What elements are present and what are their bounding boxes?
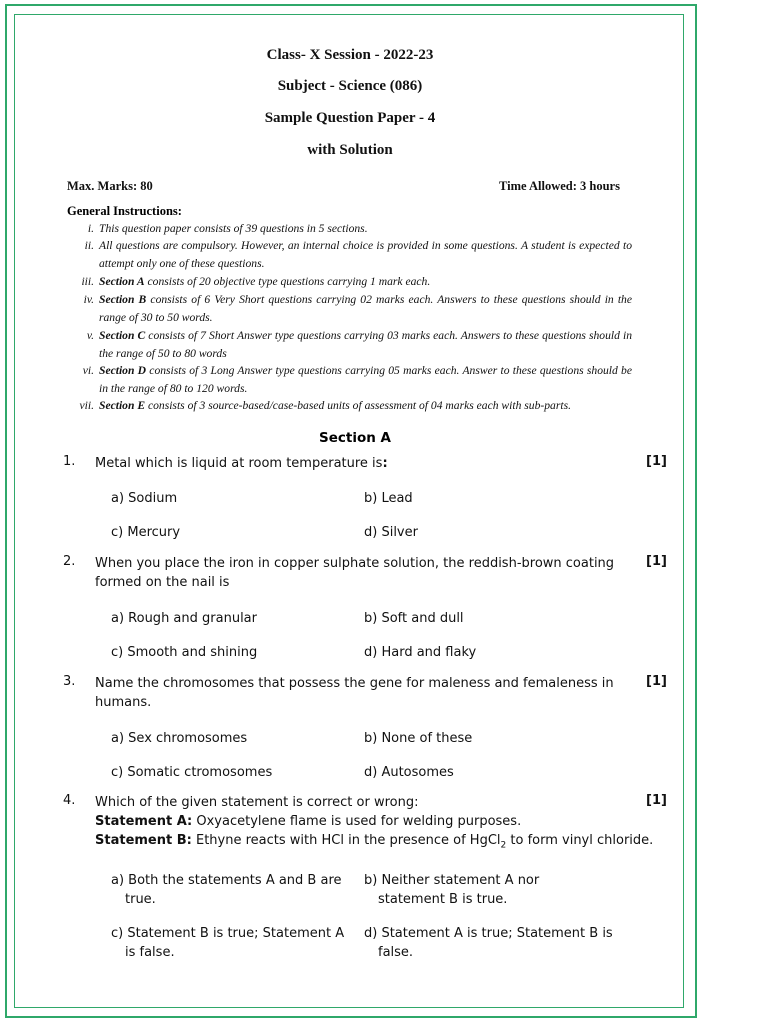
question-text: Name the chromosomes that possess the gene for maleness and femaleness in humans. (95, 676, 614, 710)
option-a[interactable]: a) Both the statements A and B are true. (111, 873, 342, 907)
instruction-number: vi. (82, 364, 94, 377)
question-number: 3. (63, 674, 76, 689)
question-body: Metal which is liquid at room temperature is (95, 456, 383, 471)
question-number: 2. (63, 554, 76, 569)
statement-b-label: Statement B: (95, 833, 192, 848)
option-c[interactable]: c) Somatic ctromosomes (111, 765, 273, 780)
time-allowed: Time Allowed: 3 hours (499, 179, 620, 193)
option-c[interactable]: c) Statement B is true; Statement A is false. (111, 926, 345, 960)
instruction-body: consists of 3 Long Answer type questions carrying 05 marks each. Answer to these questions should be in the range of 80 to 120 words. (99, 364, 632, 395)
instruction-text (99, 273, 632, 291)
option-b[interactable]: b) Soft and dull (364, 611, 464, 626)
option-b[interactable]: b) Neither statement A nor statement B is true. (364, 873, 540, 907)
with-solution-heading: with Solution (307, 142, 393, 158)
option-a[interactable]: a) Rough and granular (111, 611, 257, 626)
instruction-number: v. (86, 329, 94, 342)
question-text: When you place the iron in copper sulphate solution, the reddish-brown coating formed on the nail is (95, 556, 615, 590)
instruction-number: i. (87, 222, 94, 235)
statement-b-text-end: to form vinyl chloride. (506, 833, 654, 848)
instruction-section-label: Section C (99, 329, 146, 342)
page-border-inner (14, 14, 684, 1008)
option-d[interactable]: d) Autosomes (364, 765, 454, 780)
instruction-text (99, 397, 632, 415)
question-marks: [1] (646, 554, 667, 569)
statement-b (95, 831, 655, 856)
instruction-body: consists of 6 Very Short questions carrying 02 marks each. Answers to these questions should in the range of 30 to 50 words. (99, 293, 633, 324)
instruction-body: consists of 3 source-based/case-based units of assessment of 04 marks each with sub-parts. (145, 399, 571, 412)
statement-b-text: Ethyne reacts with HCl in the presence of HgCl (191, 833, 501, 848)
instruction-section-label: Section D (99, 364, 147, 377)
paper-title-heading: Sample Question Paper - 4 (264, 110, 436, 126)
instruction-body: consists of 7 Short Answer type questions carrying 03 marks each. Answers to these questions should in the range of 50 to 80 words (99, 329, 632, 360)
instruction-number: vii. (79, 399, 94, 412)
question-marks: [1] (646, 793, 667, 808)
statement-a-text: Oxyacetylene flame is used for welding purposes. (192, 814, 522, 829)
question-text: Which of the given statement is correct or wrong: (95, 795, 419, 810)
instruction-number: iii. (81, 275, 94, 288)
instruction-number: ii. (84, 239, 94, 252)
section-a-heading: Section A (319, 430, 391, 446)
instruction-body: consists of 20 objective type questions carrying 1 mark each. (144, 275, 431, 288)
option-a[interactable]: a) Sodium (111, 491, 178, 506)
general-instructions-title: General Instructions: (67, 204, 182, 218)
class-session-heading: Class- X Session - 2022-23 (266, 47, 434, 63)
instruction-section-label: Section B (99, 293, 147, 306)
statement-a (95, 812, 655, 831)
question-suffix: : (382, 456, 388, 471)
question-number: 1. (63, 454, 76, 469)
option-d[interactable]: d) Statement A is true; Statement B is false. (364, 926, 613, 960)
option-d[interactable]: d) Silver (364, 525, 418, 540)
instruction-number: iv. (83, 293, 94, 306)
question-number: 4. (63, 793, 76, 808)
statement-b-subscript: 2 (500, 840, 507, 851)
question-text (95, 454, 615, 473)
question-marks: [1] (646, 454, 667, 469)
option-a[interactable]: a) Sex chromosomes (111, 731, 248, 746)
option-d[interactable]: d) Hard and flaky (364, 645, 477, 660)
subject-heading: Subject - Science (086) (277, 78, 423, 94)
instruction-text (99, 362, 632, 397)
max-marks: Max. Marks: 80 (67, 179, 153, 193)
instruction-section-label: Section E (99, 399, 146, 412)
option-b[interactable]: b) None of these (364, 731, 473, 746)
option-b[interactable]: b) Lead (364, 491, 413, 506)
option-c[interactable]: c) Mercury (111, 525, 181, 540)
option-c[interactable]: c) Smooth and shining (111, 645, 258, 660)
instruction-text: All questions are compulsory. However, an internal choice is provided in some questions. A student is expected to attempt only one of these questions. (99, 239, 632, 270)
instruction-text: This question paper consists of 39 questions in 5 sections. (99, 222, 368, 235)
instruction-text (99, 327, 632, 362)
instruction-section-label: Section A (99, 275, 145, 288)
question-marks: [1] (646, 674, 667, 689)
statement-a-label: Statement A: (95, 814, 193, 829)
instruction-text (99, 291, 632, 326)
